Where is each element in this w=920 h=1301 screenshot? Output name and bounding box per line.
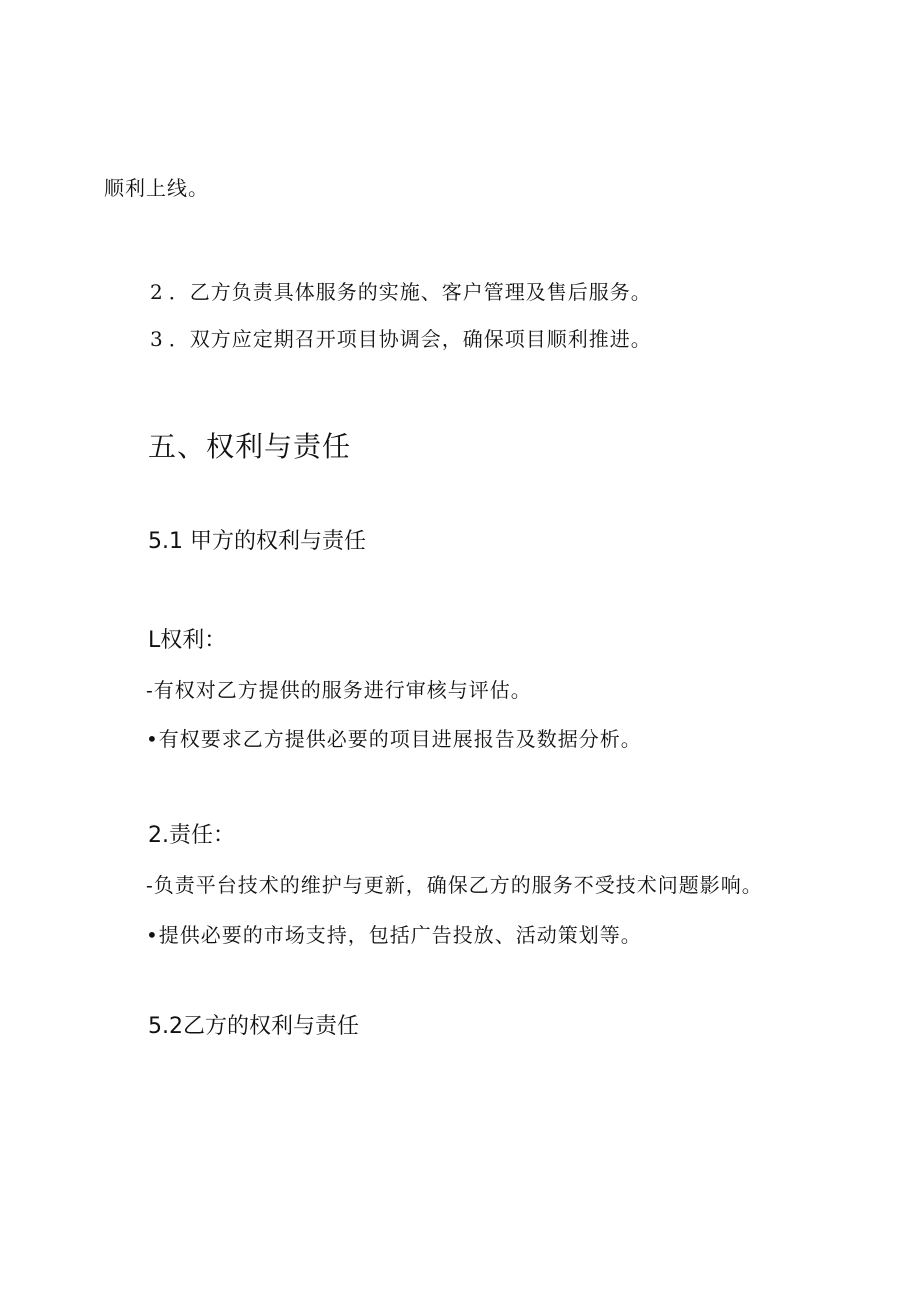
responsibilities-label: 2.责任：	[148, 823, 235, 848]
subsection-5-1-title: 5.1 甲方的权利与责任	[148, 529, 366, 554]
continuation-text: 顺利上线。	[104, 176, 209, 200]
section-five-title: 五、权利与责任	[148, 430, 352, 463]
item-text: ．乙方负责具体服务的实施、客户管理及售后服务。	[168, 280, 652, 304]
item-number: 2	[150, 280, 169, 304]
cooperation-item-3	[150, 329, 652, 349]
rights-label: L权利：	[148, 628, 227, 653]
item-text: ．双方应定期召开项目协调会，确保项目顺利推进。	[168, 327, 652, 351]
subsection-5-2-title: 5.2乙方的权利与责任	[148, 1014, 359, 1039]
cooperation-item-2	[150, 282, 652, 302]
rights-item-1: -有权对乙方提供的服务进行审核与评估。	[146, 678, 532, 702]
rights-item-2: •有权要求乙方提供必要的项目进展报告及数据分析。	[146, 727, 642, 751]
responsibilities-item-2: •提供必要的市场支持，包括广告投放、活动策划等。	[146, 923, 642, 947]
item-number: 3	[150, 327, 169, 351]
responsibilities-item-1: -负责平台技术的维护与更新，确保乙方的服务不受技术问题影响。	[146, 873, 763, 897]
